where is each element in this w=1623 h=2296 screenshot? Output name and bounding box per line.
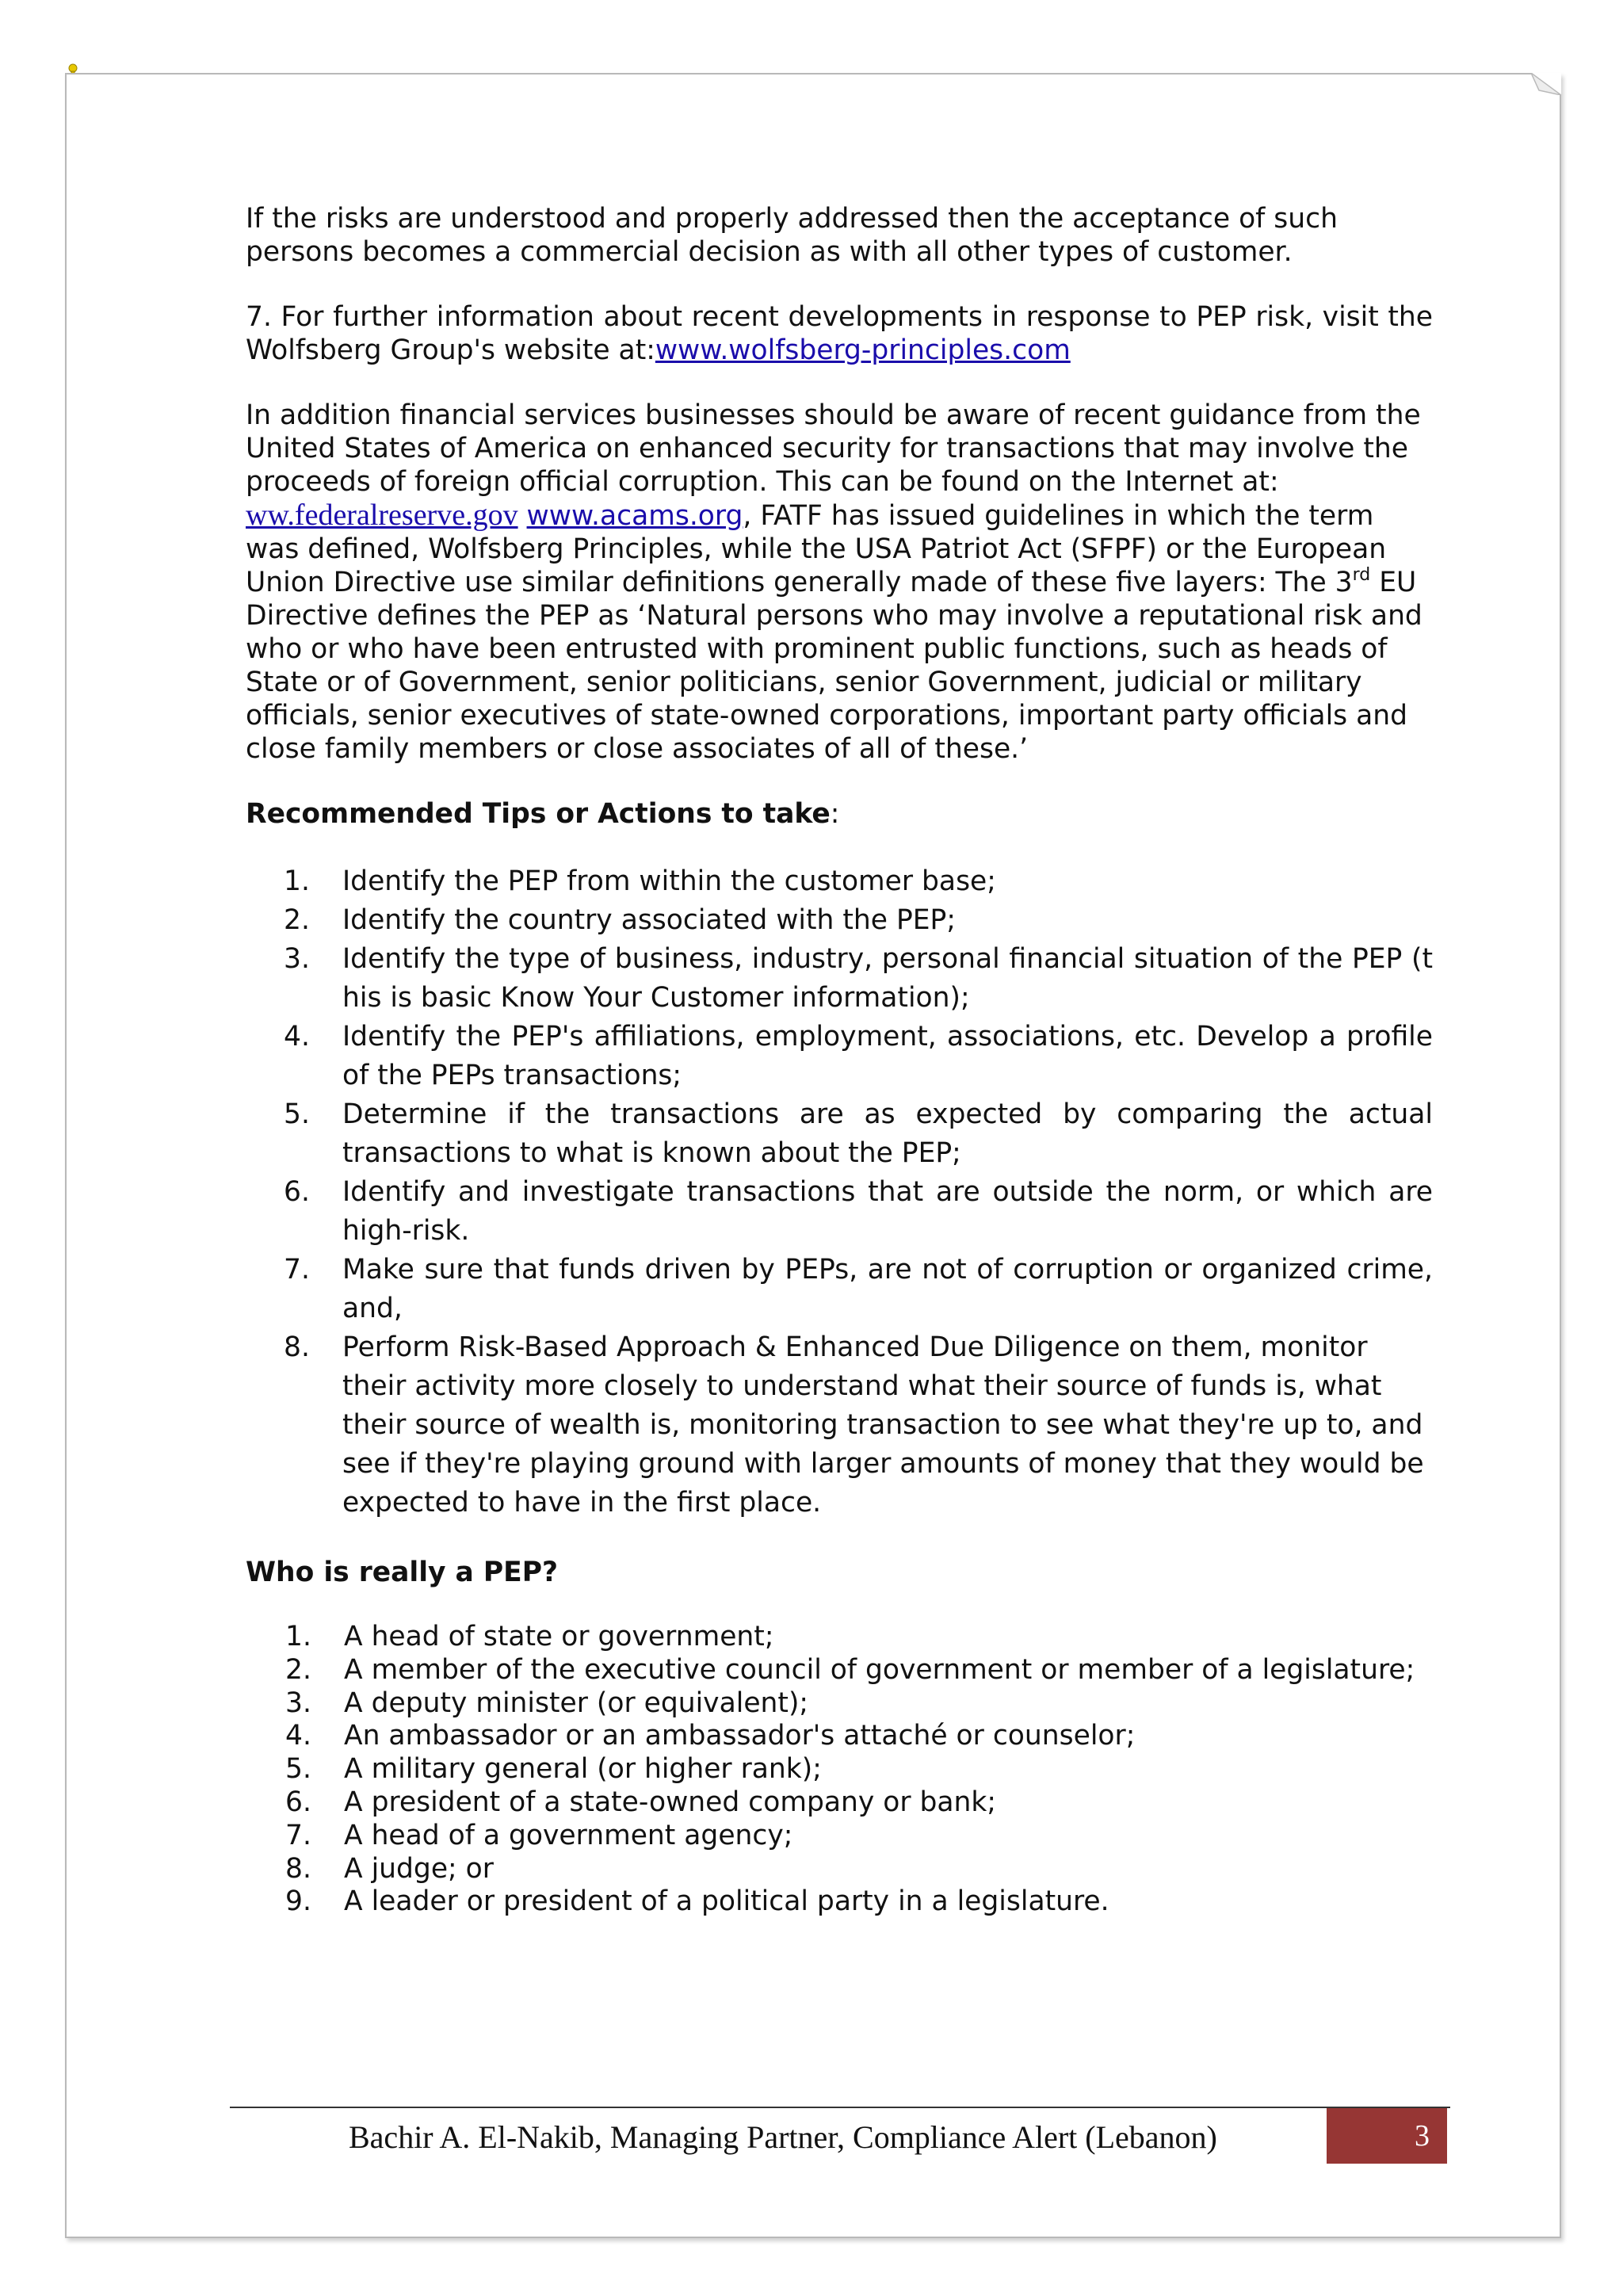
- list-number: 5.: [284, 1098, 310, 1130]
- list-text: Identify the PEP from within the customer base;: [342, 865, 996, 897]
- tips-heading-colon: :: [830, 798, 840, 830]
- list-number: 6.: [285, 1786, 311, 1818]
- wolfsberg-paragraph: [246, 300, 1433, 367]
- list-text: A head of state or government;: [344, 1621, 774, 1652]
- pep-heading: Who is really a PEP?: [246, 1557, 558, 1588]
- list-item: [246, 1095, 1433, 1173]
- list-number: 7.: [285, 1819, 311, 1851]
- guidance-paragraph: [246, 399, 1433, 766]
- list-item: [246, 1853, 1433, 1886]
- list-text: A leader or president of a political party in a legislature.: [344, 1885, 1109, 1918]
- list-item: [246, 1786, 1433, 1820]
- tips-list: [246, 862, 1433, 1522]
- list-item: [246, 1251, 1433, 1328]
- list-text: A head of a government agency;: [344, 1819, 793, 1851]
- list-number: 3.: [285, 1687, 311, 1719]
- list-item: [246, 1687, 1433, 1721]
- list-text: Identify the PEP's affiliations, employment, associations, etc. Develop a profile of the PEPs transactions;: [342, 1021, 1433, 1091]
- list-item: [246, 1820, 1433, 1853]
- list-number: 1.: [284, 865, 310, 897]
- list-text: A judge; or: [344, 1852, 494, 1885]
- list-text: Identify the country associated with the PEP;: [342, 904, 956, 936]
- pep-list: [246, 1621, 1433, 1919]
- list-text: A member of the executive council of government or member of a legislature;: [344, 1653, 1415, 1686]
- list-text: Determine if the transactions are as expected by comparing the actual transactions to what is known about the PEP;: [342, 1098, 1433, 1169]
- list-item: [246, 1621, 1433, 1654]
- list-item: [246, 1018, 1433, 1095]
- list-item: [246, 1885, 1433, 1919]
- list-text: An ambassador or an ambassador's attaché or counselor;: [344, 1720, 1136, 1752]
- wolfsberg-link[interactable]: www.wolfsberg-principles.com: [655, 334, 1071, 366]
- list-text: Identify and investigate transactions that are outside the norm, or which are high-risk.: [342, 1176, 1433, 1247]
- guidance-text-3: EU Directive defines the PEP as ‘Natural persons who may involve a reputational risk and who or who have been entrusted with prominent public functions, such as heads of State or of Government, senior politicians, senior Government, judicial or military officials, senior executives of state-owned corporations, important party officials and close family members or close associates of all of these.’: [246, 567, 1423, 765]
- list-text: A president of a state-owned company or bank;: [344, 1786, 996, 1818]
- page-content: [246, 202, 1433, 1919]
- list-item: [246, 862, 1433, 901]
- list-item: [246, 901, 1433, 940]
- list-number: 8.: [285, 1852, 311, 1885]
- list-text: Make sure that funds driven by PEPs, are not of corruption or organized crime, and,: [342, 1254, 1433, 1324]
- list-number: 8.: [284, 1331, 310, 1363]
- list-number: 4.: [285, 1720, 311, 1752]
- list-text: Identify the type of business, industry, personal financial situation of the PEP (t his is basic Know Your Customer information);: [342, 943, 1433, 1014]
- list-number: 7.: [284, 1254, 310, 1286]
- ordinal-superscript: rd: [1352, 565, 1371, 585]
- list-item: [246, 940, 1433, 1018]
- list-text: A deputy minister (or equivalent);: [344, 1687, 809, 1719]
- tips-heading-text: Recommended Tips or Actions to take: [246, 798, 831, 830]
- list-number: 1.: [285, 1621, 311, 1652]
- acams-link[interactable]: www.acams.org: [526, 500, 743, 532]
- page-curl-icon: [1531, 73, 1561, 95]
- wolfsberg-text: 7. For further information about recent developments in response to PEP risk, visit the Wolfsberg Group's website at:: [246, 301, 1433, 366]
- footer-author: Bachir A. El-Nakib, Managing Partner, Compliance Alert (Lebanon): [349, 2119, 1217, 2155]
- tips-heading: [246, 797, 1433, 831]
- guidance-text-2: , FATF has issued guidelines in which the term was defined, Wolfsberg Principles, while the USA Patriot Act (SFPF) or the European Union Directive use similar definitions generally made of these five layers: The 3: [246, 500, 1387, 598]
- list-number: 2.: [284, 904, 310, 936]
- list-item: [246, 1753, 1433, 1786]
- list-number: 9.: [285, 1885, 311, 1918]
- list-number: 4.: [284, 1021, 310, 1052]
- list-item: [246, 1720, 1433, 1753]
- list-text: Perform Risk-Based Approach & Enhanced Due Diligence on them, monitor their activity more closely to understand what their source of funds is, what their source of wealth is, monitoring transaction to see what they're up to, and see if they're playing ground with larger amounts of money that they would be expected to have in the first place.: [342, 1331, 1424, 1519]
- list-number: 3.: [284, 943, 310, 975]
- list-number: 5.: [285, 1753, 311, 1786]
- guidance-text-1: In addition financial services businesses should be aware of recent guidance from the United States of America on enhanced security for transactions that may involve the proceeds of foreign official corruption. This can be found on the Internet at:: [246, 399, 1421, 498]
- footer-divider: [230, 2107, 1450, 2108]
- list-number: 2.: [285, 1653, 311, 1686]
- federalreserve-link[interactable]: ww.federalreserve.gov: [246, 499, 518, 532]
- list-text: A military general (or higher rank);: [344, 1753, 822, 1786]
- list-item: [246, 1173, 1433, 1251]
- list-item: [246, 1654, 1433, 1687]
- intro-paragraph: If the risks are understood and properly addressed then the acceptance of such persons becomes a commercial decision as with all other types of customer.: [246, 203, 1338, 268]
- list-item: [246, 1328, 1433, 1522]
- list-number: 6.: [284, 1176, 310, 1208]
- page-number-badge: 3: [1327, 2108, 1447, 2164]
